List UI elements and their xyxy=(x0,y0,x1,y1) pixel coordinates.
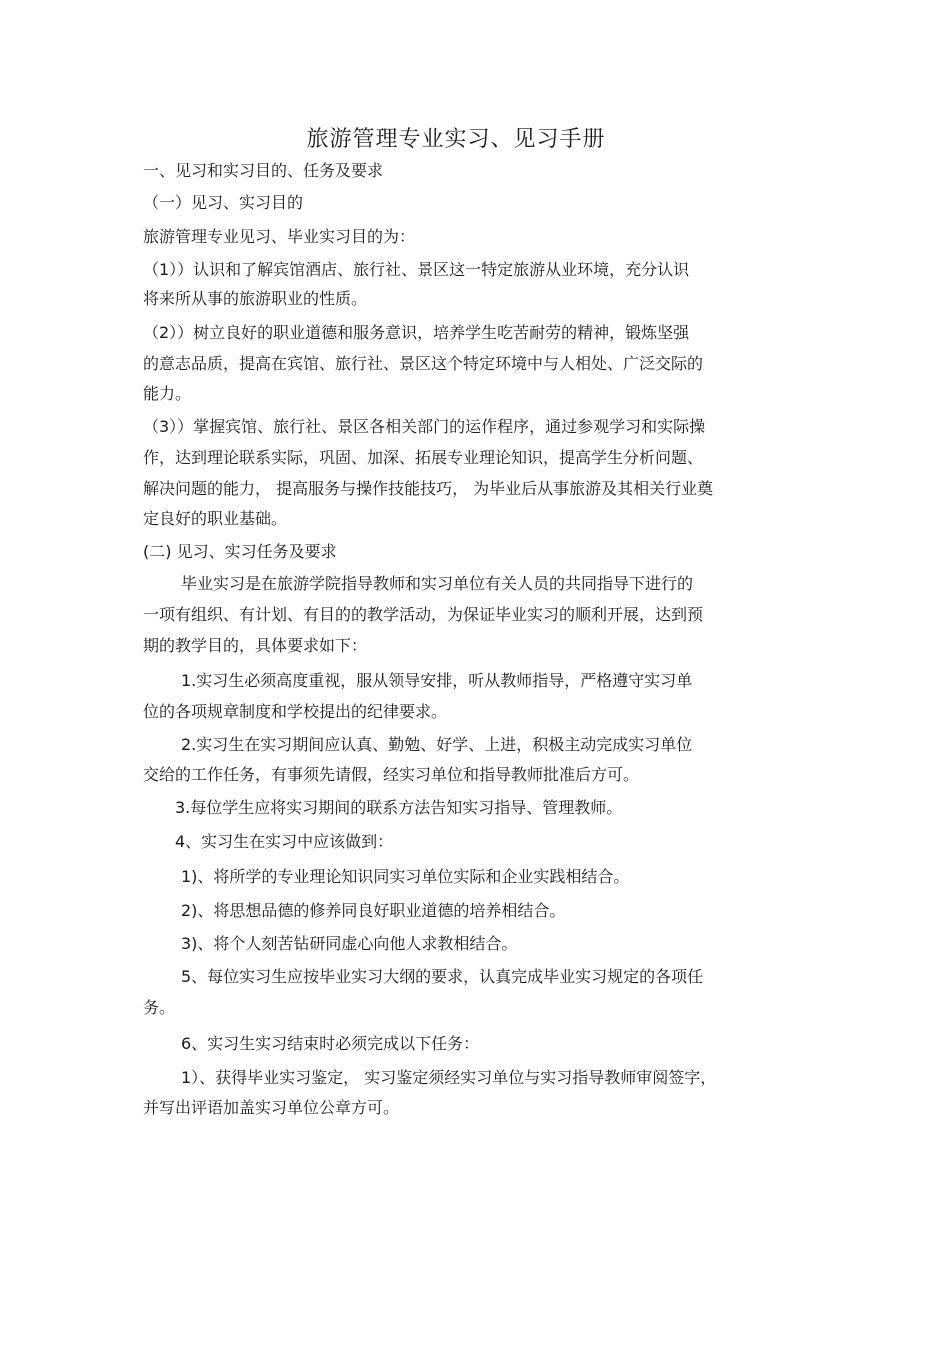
list-item: 1.实习生必须高度重视，服从领导安排，听从教师指导，严格遵守实习单 xyxy=(181,671,693,690)
list-item: 2.实习生在实习期间应认真、勤勉、好学、上进，积极主动完成实习单位 xyxy=(181,735,693,754)
paragraph-line: 一项有组织、有计划、有目的的教学活动，为保证毕业实习的顺利开展，达到预 xyxy=(143,605,704,624)
paragraph-line: 期的教学目的，具体要求如下： xyxy=(143,636,368,655)
list-item-continuation: 交给的工作任务，有事须先请假，经实习单位和指导教师批准后方可。 xyxy=(143,765,640,784)
sub-list-item: 2)、将思想品德的修养同良好职业道德的培养相结合。 xyxy=(181,901,566,920)
paragraph-line: 能力。 xyxy=(143,384,192,403)
paragraph-line: 的意志品质，提高在宾馆、旅行社、景区这个特定环境中与人相处、广泛交际的 xyxy=(143,354,704,373)
list-item-continuation: 并写出评语加盖实习单位公章方可。 xyxy=(143,1098,400,1117)
list-item-continuation: 位的各项规章制度和学校提出的纪律要求。 xyxy=(143,702,448,721)
subsection-heading: (二) 见习、实习任务及要求 xyxy=(143,542,337,561)
paragraph-line: 作，达到理论联系实际，巩固、加深、拓展专业理论知识，提高学生分析问题、 xyxy=(143,448,704,467)
sub-list-item: 3)、将个人刻苦钻研同虚心向他人求教相结合。 xyxy=(181,934,518,953)
paragraph-line: 解决问题的能力， 提高服务与操作技能技巧， 为毕业后从事旅游及其相关行业奠 xyxy=(143,479,714,498)
paragraph-line: 毕业实习是在旅游学院指导教师和实习单位有关人员的共同指导下进行的 xyxy=(181,574,694,593)
subsection-heading: （一）见习、实习目的 xyxy=(143,193,304,212)
paragraph-line: 旅游管理专业见习、毕业实习目的为： xyxy=(143,227,416,246)
sub-list-item: 1)、将所学的专业理论知识同实习单位实际和企业实践相结合。 xyxy=(181,867,630,886)
paragraph-line: （1））认识和了解宾馆酒店、旅行社、景区这一特定旅游从业环境，充分认识 xyxy=(143,260,690,279)
list-item: 6、实习生实习结束时必须完成以下任务： xyxy=(181,1034,480,1053)
paragraph-line: 将来所从事的旅游职业的性质。 xyxy=(143,289,368,308)
list-item: 3.每位学生应将实习期间的联系方法告知实习指导、管理教师。 xyxy=(175,798,623,817)
list-item: 4、实习生在实习中应该做到： xyxy=(175,832,394,851)
paragraph-line: 定良好的职业基础。 xyxy=(143,509,288,528)
section-heading: 一、见习和实习目的、任务及要求 xyxy=(143,161,384,180)
paragraph-line: （3））掌握宾馆、旅行社、景区各相关部门的运作程序，通过参观学习和实际操 xyxy=(143,417,706,436)
sub-list-item: 1）、获得毕业实习鉴定， 实习鉴定须经实习单位与实习指导教师审阅签字， xyxy=(181,1068,717,1087)
list-item-continuation: 务。 xyxy=(143,998,176,1017)
list-item: 5、每位实习生应按毕业实习大纲的要求，认真完成毕业实习规定的各项任 xyxy=(181,967,704,986)
paragraph-line: （2））树立良好的职业道德和服务意识，培养学生吃苦耐劳的精神，锻炼坚强 xyxy=(143,323,690,342)
document-title: 旅游管理专业实习、见习手册 xyxy=(306,127,606,152)
